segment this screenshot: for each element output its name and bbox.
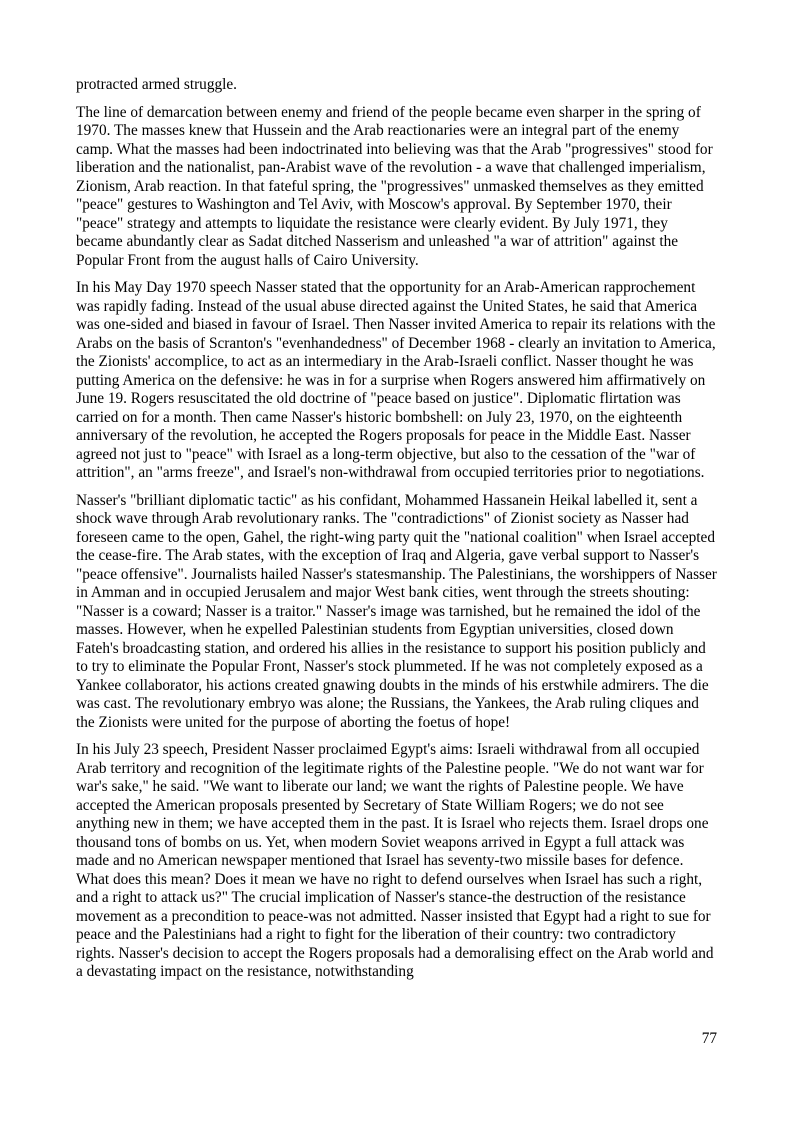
page-body xyxy=(76,76,718,991)
paragraph-1: protracted armed struggle. xyxy=(76,76,237,93)
paragraph-4: Nasser's "brilliant diplomatic tactic" as his confidant, Mohammed Hassanein Heikal labelled it, sent a shock wave through Arab revolutionary ranks. The "contradictions" of Zionist society as Nasser had foreseen came to the open, Gahel, the right-wing party quit the "national coalition" when Israel accepted the cease-fire. The Arab states, with the exception of Iraq and Algeria, gave verbal support to Nasser's "peace offensive". Journalists hailed Nasser's statesmanship. The Palestinians, the worshippers of Nasser in Amman and in occupied Jerusalem and major West bank cities, went through the streets shouting: "Nasser is a coward; Nasser is a traitor." Nasser's image was tarnished, but he remained the idol of the masses. However, when he expelled Palestinian students from Egyptian universities, closed down Fateh's broadcasting station, and ordered his allies in the resistance to support his position publicly and to try to eliminate the Popular Front, Nasser's stock plummeted. If he was not completely exposed as a Yankee collaborator, his actions created gnawing doubts in the minds of his erstwhile admirers. The die was cast. The revolutionary embryo was alone; the Russians, the Yankees, the Arab ruling cliques and the Zionists were united for the purpose of aborting the foetus of hope! xyxy=(76,491,717,731)
paragraph-3: In his May Day 1970 speech Nasser stated that the opportunity for an Arab-American rapprochement was rapidly fading. Instead of the usual abuse directed against the United States, he said that America was one-sided and biased in favour of Israel. Then Nasser invited America to repair its relations with the Arabs on the basis of Scranton's "evenhandedness" of December 1968 - clearly an invitation to America, the Zionists' accomplice, to act as an intermediary in the Arab-Israeli conflict. Nasser thought he was putting America on the defensive: he was in for a surprise when Rogers answered him affirmatively on June 19. Rogers resuscitated the old doctrine of "peace based on justice". Diplomatic flirtation was carried on for a month. Then came Nasser's historic bombshell: on July 23, 1970, on the eighteenth anniversary of the revolution, he accepted the Rogers proposals for peace in the Middle East. Nasser agreed not just to "peace" with Israel as a long-term objective, but also to the cessation of the "war of attrition", an "arms freeze", and Israel's non-withdrawal from occupied territories prior to negotiations. xyxy=(76,279,716,481)
paragraph-5: In his July 23 speech, President Nasser proclaimed Egypt's aims: Israeli withdrawal from all occupied Arab territory and recognition of the legitimate rights of the Palestine people. "We do not want war for war's sake," he said. "We want to liberate our land; we want the rights of Palestine people. We have accepted the American proposals presented by Secretary of State William Rogers; we do not see anything new in them; we have accepted them in the past. It is Israel who rejects them. Israel drops one thousand tons of bombs on us. Yet, when modern Soviet weapons arrived in Egypt a full attack was made and no American newspaper mentioned that Israel has seventy-two missile bases for defence. What does this mean? Does it mean we have no right to defend ourselves when Israel has such a right, and a right to attack us?" The crucial implication of Nasser's stance-the destruction of the resistance movement as a precondition to peace-was not admitted. Nasser insisted that Egypt had a right to sue for peace and the Palestinians had a right to fight for the liberation of their country: two contradictory rights. Nasser's decision to accept the Rogers proposals had a demoralising effect on the Arab world and a devastating impact on the resistance, notwithstanding xyxy=(76,741,714,980)
paragraph-2: The line of demarcation between enemy and friend of the people became even sharper in the spring of 1970. The masses knew that Hussein and the Arab reactionaries were an integral part of the enemy camp. What the masses had been indoctrinated into believing was that the Arab "progressives" stood for liberation and the nationalist, pan-Arabist wave of the revolution - a wave that challenged imperialism, Zionism, Arab reaction. In that fateful spring, the "progressives" unmasked themselves as they emitted "peace" gestures to Washington and Tel Aviv, with Moscow's approval. By September 1970, their "peace" strategy and attempts to liquidate the resistance were clearly evident. By July 1971, they became abundantly clear as Sadat ditched Nasserism and unleashed "a war of attrition" against the Popular Front from the august halls of Cairo University. xyxy=(76,103,713,269)
page-number: 77 xyxy=(701,1030,717,1047)
